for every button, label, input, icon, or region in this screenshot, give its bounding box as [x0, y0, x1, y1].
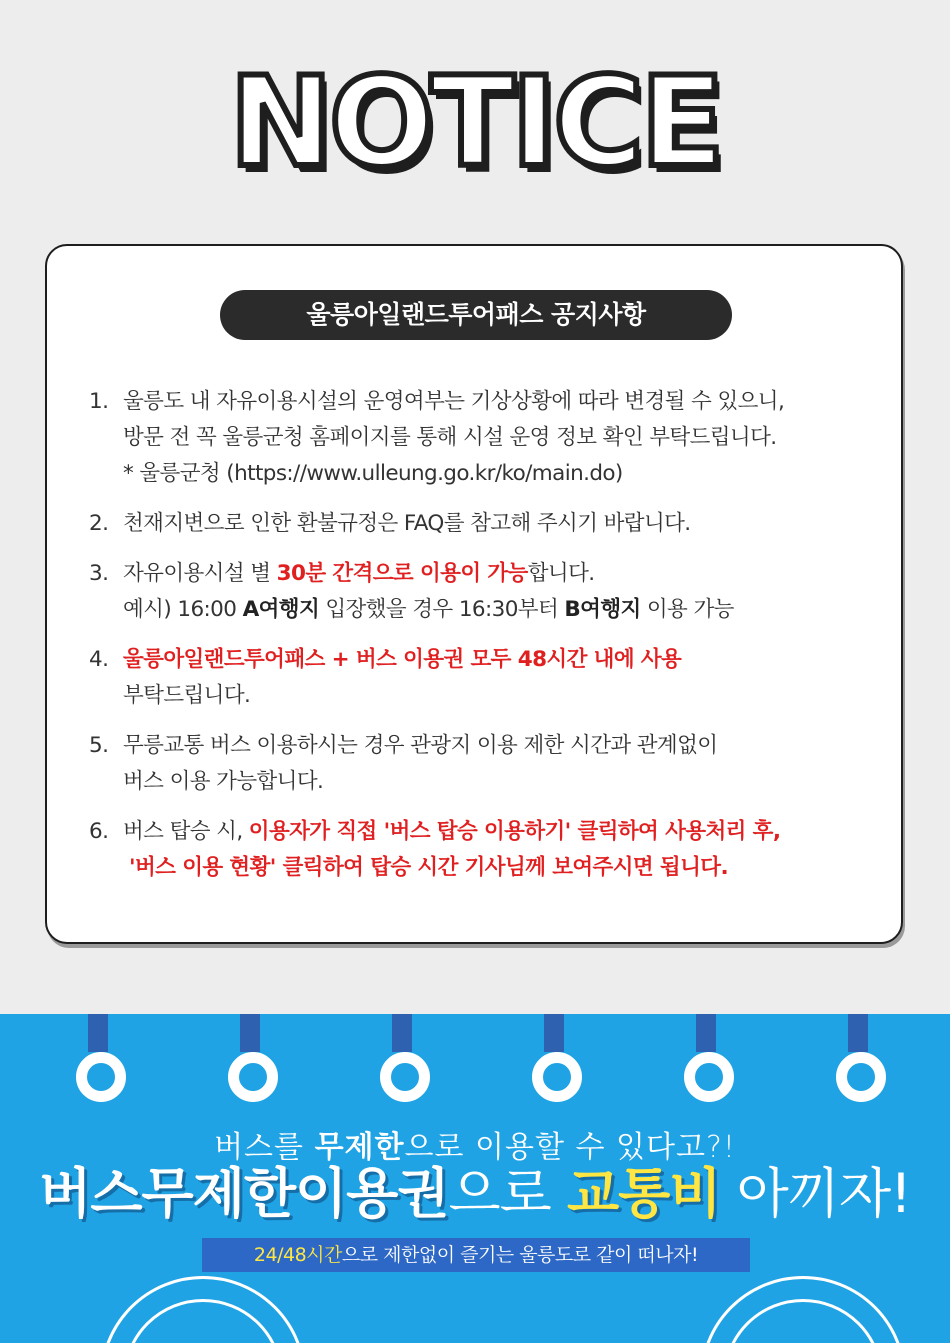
banner-sub-text: 버스를 [214, 1130, 315, 1165]
item-text: 부탁드립니다. [123, 683, 251, 708]
headline-highlight: 교통비 [567, 1162, 721, 1225]
handle-strap [848, 1014, 868, 1052]
item-number: 2. [89, 511, 109, 536]
bus-wheel-icon [700, 1276, 906, 1343]
handle-strap [392, 1014, 412, 1052]
banner-headline [0, 1160, 950, 1228]
item-link-text: * 울릉군청 (https://www.ulleung.go.kr/ko/main.do) [123, 461, 623, 486]
item-text: 방문 전 꼭 울릉군청 홈페이지를 통해 시설 운영 정보 확인 부탁드립니다. [123, 425, 777, 450]
item-text: 이용 가능 [640, 597, 734, 622]
handle-strap [544, 1014, 564, 1052]
item-number: 3. [89, 561, 109, 586]
item-number: 1. [89, 389, 109, 414]
bus-wheel-icon [100, 1276, 306, 1343]
item-number: 4. [89, 647, 109, 672]
bus-handle-ring-icon [228, 1052, 278, 1102]
item-highlight: 30분 간격으로 이용이 가능 [276, 561, 528, 586]
item-text-line [123, 556, 889, 592]
page-title: NOTICE [229, 51, 721, 195]
bus-handle-ring-icon [836, 1052, 886, 1102]
notice-item-5 [89, 728, 889, 800]
notice-item-1 [89, 384, 889, 492]
bus-pass-banner [0, 1014, 950, 1343]
notice-badge: 울릉아일랜드투어패스 공지사항 [220, 290, 732, 340]
bus-handle-ring-icon [684, 1052, 734, 1102]
bus-handle-ring-icon [76, 1052, 126, 1102]
item-text: 합니다. [527, 561, 595, 586]
notice-card [45, 244, 903, 944]
item-bold: A여행지 [242, 597, 320, 622]
item-text: 천재지변으로 인한 환불규정은 FAQ를 참고해 주시기 바랍니다. [123, 511, 691, 536]
item-highlight: '버스 이용 현황' 클릭하여 탑승 시간 기사님께 보여주시면 됩니다. [129, 855, 729, 880]
tagline-highlight: 24/48시간 [253, 1244, 342, 1266]
tagline-text: 으로 제한없이 즐기는 울릉도로 같이 떠나자! [341, 1244, 699, 1266]
notice-item-2 [89, 506, 889, 542]
item-text: 버스 탑승 시, [123, 819, 249, 844]
banner-sub-bold: 무제한 [314, 1130, 405, 1165]
notice-item-4 [89, 642, 889, 714]
handle-strap [240, 1014, 260, 1052]
wheel-rim [723, 1299, 883, 1343]
item-number: 5. [89, 733, 109, 758]
item-text: 입장했을 경우 16:30부터 [319, 597, 565, 622]
item-text: 울릉도 내 자유이용시설의 운영여부는 기상상황에 따라 변경될 수 있으니, [123, 389, 785, 414]
item-number: 6. [89, 819, 109, 844]
banner-tagline [202, 1238, 750, 1272]
item-text-line [123, 814, 889, 850]
item-highlight: 이용자가 직접 '버스 탑승 이용하기' 클릭하여 사용처리 후, [248, 819, 781, 844]
item-highlight: 울릉아일랜드투어패스 + 버스 이용권 모두 48시간 내에 사용 [123, 647, 682, 672]
headline-light: 으로 [448, 1162, 567, 1225]
headline-strong: 버스무제한이용권 [39, 1162, 449, 1225]
handle-strap [88, 1014, 108, 1052]
item-text: 자유이용시설 별 [123, 561, 277, 586]
handle-strap [696, 1014, 716, 1052]
item-text: 무릉교통 버스 이용하시는 경우 관광지 이용 제한 시간과 관계없이 [123, 733, 718, 758]
notice-item-3 [89, 556, 889, 628]
notice-list [89, 384, 889, 900]
bus-handle-ring-icon [532, 1052, 582, 1102]
item-bold: B여행지 [564, 597, 641, 622]
headline-light: 아끼자! [720, 1162, 911, 1225]
wheel-rim [123, 1299, 283, 1343]
banner-sub-text: 으로 이용할 수 있다고?! [404, 1130, 736, 1165]
bus-handle-ring-icon [380, 1052, 430, 1102]
notice-item-6 [89, 814, 889, 886]
item-text: 예시) 16:00 [123, 597, 243, 622]
item-text: 버스 이용 가능합니다. [123, 769, 324, 794]
item-example-line [123, 592, 889, 628]
